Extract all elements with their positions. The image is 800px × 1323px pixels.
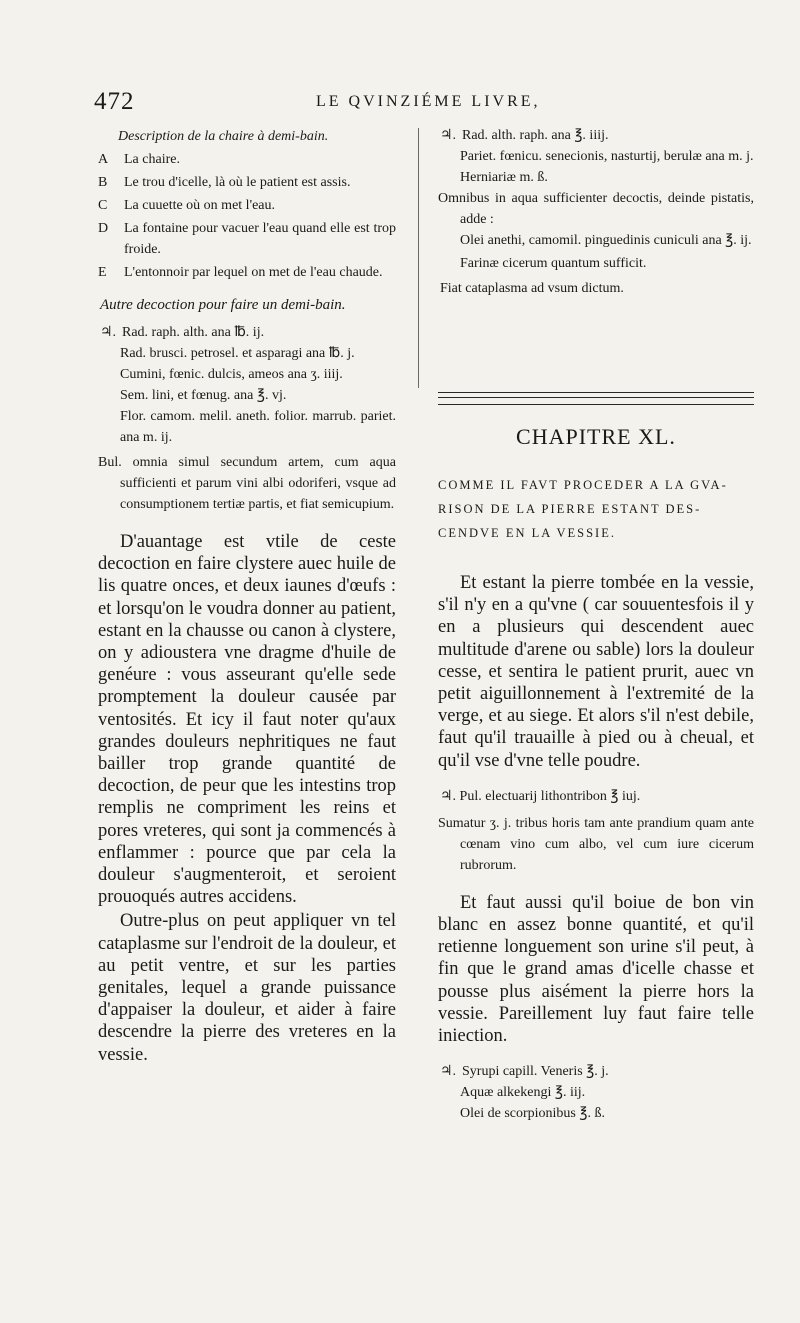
legend-item xyxy=(98,149,396,170)
left-column xyxy=(98,125,396,1066)
recipe-line: Sem. lini, et fœnug. ana ℥. vj. xyxy=(120,388,287,403)
recipe-text: Rad. raph. alth. ana ℔. ij. xyxy=(122,325,265,340)
legend-key: A xyxy=(98,152,109,167)
legend-text: La fontaine pour vacuer l'eau quand elle est trop froide. xyxy=(124,221,396,257)
recipe-instruction: Bul. omnia simul secundum artem, cum aqua sufficienti et parum vini albi odoriferi, vsque ad consumptionem tertiæ partis, et fiat semicupium. xyxy=(98,455,396,512)
page-number: 472 xyxy=(94,88,135,115)
recipe-line: Olei anethi, camomil. pinguedinis cuniculi ana ℥. ij. xyxy=(460,233,752,248)
recipe-line: Rad. brusci. petrosel. et asparagi ana ℔. j. xyxy=(120,346,355,361)
recipe-line: Farinæ cicerum quantum sufficit. xyxy=(460,256,647,271)
chapter-title: CHAPITRE XL. xyxy=(516,424,676,449)
column-rule xyxy=(418,128,419,388)
recipe-line: Fiat cataplasma ad vsum dictum. xyxy=(440,281,624,296)
recipe-instruction: Omnibus in aqua sufficienter decoctis, deinde pistatis, adde : xyxy=(438,191,754,227)
right-column-body xyxy=(438,572,754,1124)
paragraph: D'auantage est vtile de ceste decoction en faire clystere auec huile de lis quatre onces, et deux iaunes d'œufs : et lorsqu'on le voudra donner au patient, estant en la chausse ou canon à clystere, on y adioustera vne dragme d'huile de genéure : vous asseurant qu'elle sede promptement la douleur causée par ventosités. Et icy il faut noter qu'aux grandes douleurs nephritiques ne faut bailler trop grande quantité de decoction, de peur que les intestins trop remplis ne compriment les reins et pores vreteres, qui sont ja commencés à enflammer : pource que par cela la douleur s'augmenteroit, et seroient prouoqués autres accidens. xyxy=(98,532,396,908)
jupiter-recipe-icon: ♃. xyxy=(440,128,457,143)
paragraph: Outre-plus on peut appliquer vn tel cataplasme sur l'endroit de la douleur, et au petit ventre, et sur les parties genitales, lequel a grande puissance d'appaiser la douleur, et aider à faire descendre la pierre des vreteres en la vessie. xyxy=(98,911,396,1065)
recipe-text: Rad. alth. raph. ana ℥. iiij. xyxy=(462,128,609,143)
legend-key: E xyxy=(98,265,107,280)
jupiter-recipe-icon: ♃. xyxy=(100,325,117,340)
chapter-subtitle-line: COMME IL FAVT PROCEDER A LA GVA- xyxy=(438,478,728,492)
recipe-line xyxy=(438,1061,754,1082)
legend-text: Le trou d'icelle, là où le patient est assis. xyxy=(124,175,351,190)
chapter-subtitle-line: RISON DE LA PIERRE ESTANT DES- xyxy=(438,502,702,516)
chapter-subtitle xyxy=(438,473,754,545)
legend-key: C xyxy=(98,198,108,213)
recipe-line: Aquæ alkekengi ℥. iij. xyxy=(460,1085,586,1101)
chapter-rule-double xyxy=(438,392,754,398)
recipe-line: Herniariæ m. ß. xyxy=(460,170,548,185)
legend-key: D xyxy=(98,221,109,236)
paragraph: Et estant la pierre tombée en la vessie, s'il n'y en a qu'vne ( car souuentesfois il y en a plusieurs qui descendent auec multitude d'arene ou sable) lors la douleur cesse, et sentira le patient prurit, auec vn petit aiguillonnement à l'extremité de la verge, et au siege. Et alors s'il n'est debile, faut qu'il trauaille à pied ou à cheual, et qu'il vse d'vne telle poudre. xyxy=(438,573,754,771)
figure-caption: Description de la chaire à demi-bain. xyxy=(118,129,329,144)
recipe-list xyxy=(98,322,396,515)
legend-text: L'entonnoir par lequel on met de l'eau chaude. xyxy=(124,265,383,280)
chapter-subtitle-line: CENDVE EN LA VESSIE. xyxy=(438,526,616,540)
recipe-list xyxy=(438,786,754,876)
legend-key: B xyxy=(98,175,108,190)
recipe-line: ♃. Pul. electuarij lithontribon ℥ iuj. xyxy=(440,788,641,804)
legend-item xyxy=(98,218,396,260)
recipe-heading: Autre decoction pour faire un demi-bain. xyxy=(100,297,346,313)
recipe-list xyxy=(438,1061,754,1124)
chapter-rule xyxy=(438,404,754,405)
recipe-line xyxy=(438,125,754,146)
right-column-top xyxy=(438,125,754,299)
legend-text: La cuuette où on met l'eau. xyxy=(124,198,276,213)
running-head xyxy=(94,88,740,118)
paragraph: Et faut aussi qu'il boiue de bon vin blanc en assez bonne quantité, et qu'il retienne longuement son urine s'il peut, à fin que le grand amas d'icelle chasse et pousse plus aisément la pierre hors la vessie. Pareillement luy faut faire telle iniection. xyxy=(438,892,754,1047)
recipe-line xyxy=(98,322,396,343)
recipe-line: Olei de scorpionibus ℥. ß. xyxy=(460,1106,605,1122)
recipe-line: Cumini, fœnic. dulcis, ameos ana ʒ. iiij. xyxy=(120,367,343,382)
legend-item xyxy=(98,195,396,216)
recipe-text: Syrupi capill. Veneris ℥. j. xyxy=(462,1064,609,1080)
running-title: LE QVINZIÉME LIVRE, xyxy=(316,93,541,110)
recipe-line: Pariet. fœnicu. senecionis, nasturtij, berulæ ana m. j. xyxy=(460,149,754,164)
recipe-instruction: Sumatur ʒ. j. tribus horis tam ante prandium quam ante cœnam vino cum albo, vel cum iure cicerum rubrorum. xyxy=(438,815,754,873)
figure-legend xyxy=(98,149,396,283)
recipe-line: Flor. camom. melil. aneth. folior. marrub. pariet. ana m. ij. xyxy=(120,409,396,445)
legend-item xyxy=(98,172,396,193)
jupiter-recipe-icon: ♃. xyxy=(440,1064,457,1080)
legend-text: La chaire. xyxy=(124,152,180,167)
recipe-list xyxy=(438,125,754,299)
legend-item xyxy=(98,262,396,283)
